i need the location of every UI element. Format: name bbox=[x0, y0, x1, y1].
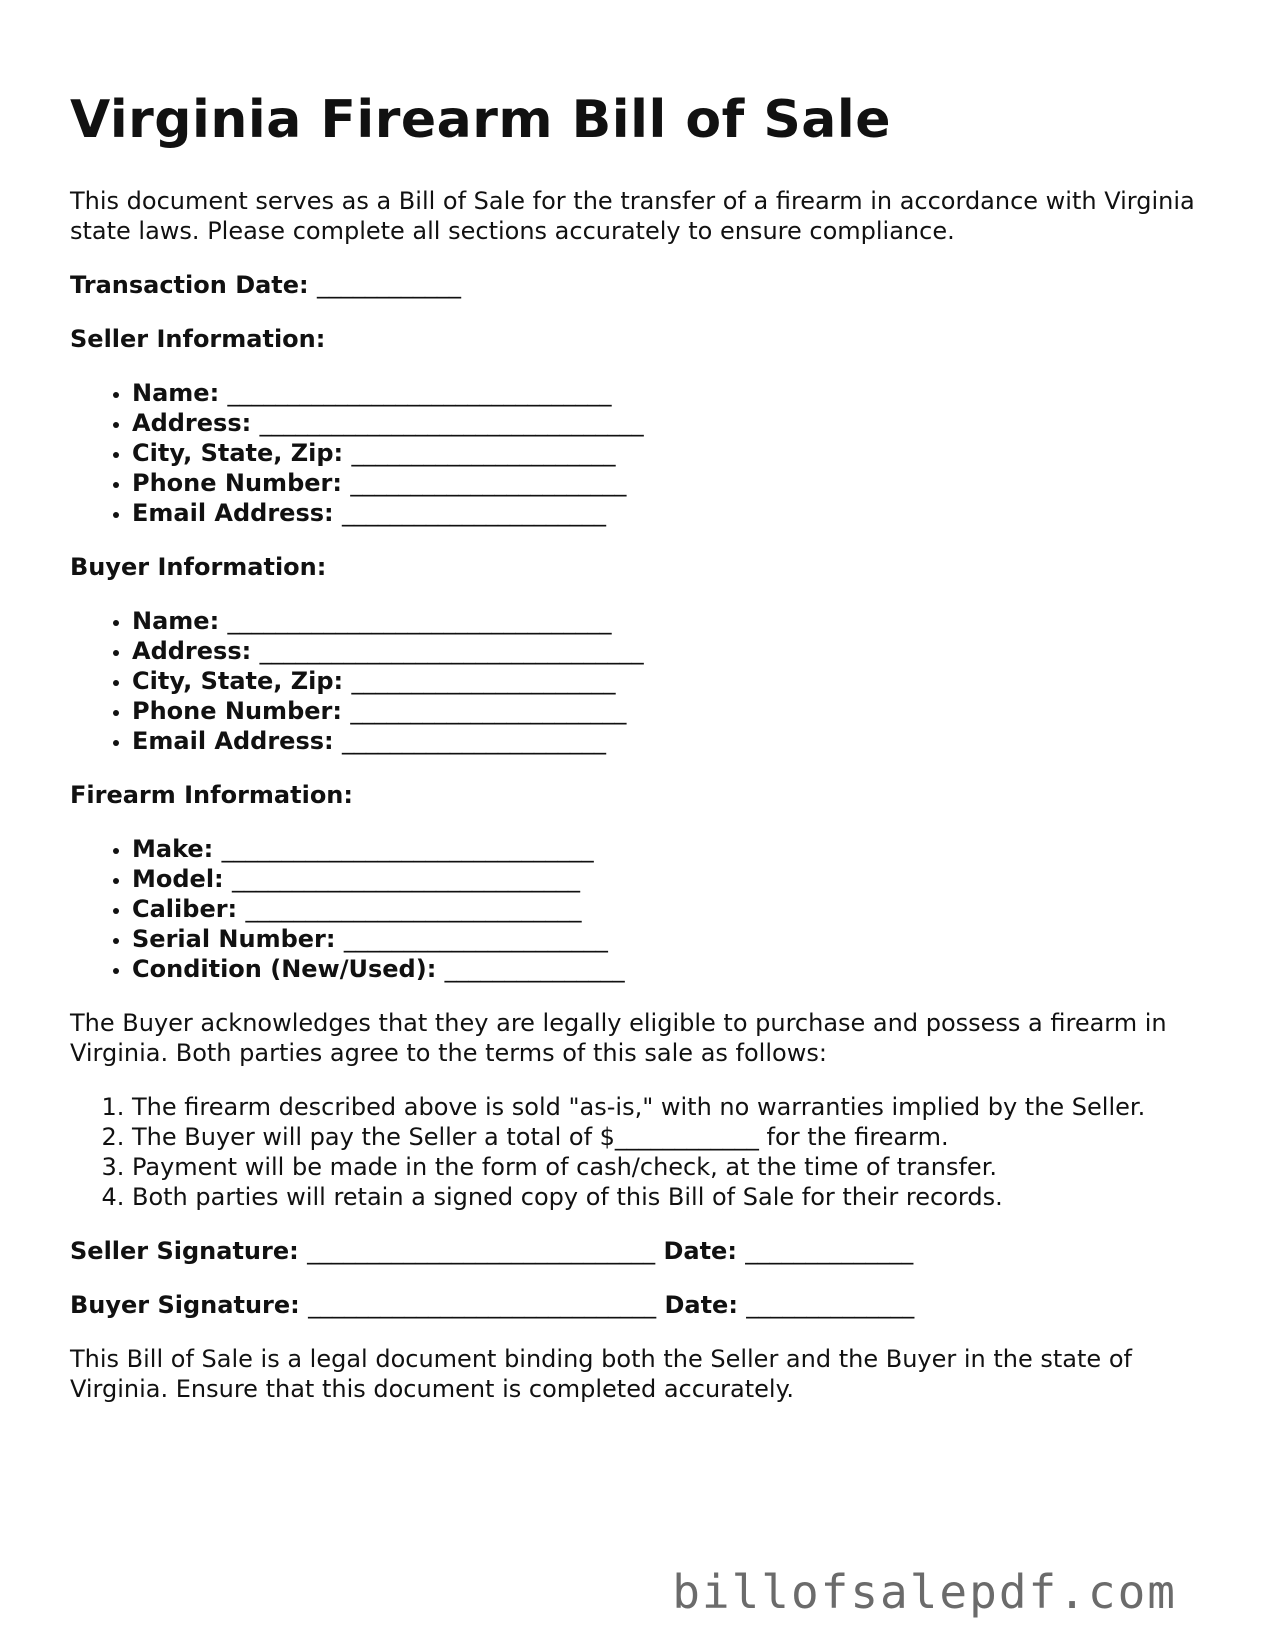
seller-city-field bbox=[132, 438, 1230, 468]
firearm-make-field bbox=[132, 834, 1230, 864]
term-item: 3. Payment will be made in the form of cash/check, at the time of transfer. bbox=[132, 1152, 1230, 1182]
field-label: Address: bbox=[132, 409, 252, 437]
field-label: Serial Number: bbox=[132, 925, 336, 953]
field-blank[interactable]: _______________________________ bbox=[221, 835, 594, 863]
seller-heading: Seller Information: bbox=[70, 325, 326, 353]
field-label: Email Address: bbox=[132, 499, 334, 527]
intro-paragraph: This document serves as a Bill of Sale for the transfer of a firearm in accordance with Virginia state laws. Please complete all sections accurately to ensure compliance. bbox=[70, 187, 1195, 245]
seller-signature-blank[interactable]: _____________________________ bbox=[307, 1237, 656, 1265]
buyer-email-field bbox=[132, 726, 1230, 756]
seller-address-field bbox=[132, 408, 1230, 438]
firearm-model-field bbox=[132, 864, 1230, 894]
term-item: 4. Both parties will retain a signed copy of this Bill of Sale for their records. bbox=[132, 1182, 1230, 1212]
field-blank[interactable]: ________________________________ bbox=[227, 379, 612, 407]
buyer-signature-row bbox=[70, 1290, 1230, 1320]
firearm-heading: Firearm Information: bbox=[70, 781, 353, 809]
seller-date-label: Date: bbox=[663, 1237, 737, 1265]
watermark: billofsalepdf.com bbox=[672, 1565, 1177, 1619]
buyer-address-field bbox=[132, 636, 1230, 666]
buyer-city-field bbox=[132, 666, 1230, 696]
field-blank[interactable]: ______________________ bbox=[341, 727, 606, 755]
seller-phone-field bbox=[132, 468, 1230, 498]
buyer-heading: Buyer Information: bbox=[70, 553, 327, 581]
buyer-phone-field bbox=[132, 696, 1230, 726]
field-label: Address: bbox=[132, 637, 252, 665]
field-blank[interactable]: ______________________ bbox=[343, 925, 608, 953]
field-blank[interactable]: _______________________ bbox=[350, 469, 627, 497]
field-label: Caliber: bbox=[132, 895, 238, 923]
field-label: Make: bbox=[132, 835, 214, 863]
seller-signature-row bbox=[70, 1236, 1230, 1266]
seller-name-field bbox=[132, 378, 1230, 408]
field-blank[interactable]: ______________________ bbox=[341, 499, 606, 527]
field-blank[interactable]: ______________________ bbox=[351, 667, 616, 695]
document-page bbox=[70, 86, 1230, 1404]
seller-email-field bbox=[132, 498, 1230, 528]
buyer-fields bbox=[70, 606, 1230, 756]
field-blank[interactable]: _______________________ bbox=[350, 697, 627, 725]
transaction-date-label: Transaction Date: bbox=[70, 271, 309, 299]
acknowledgment-paragraph: The Buyer acknowledges that they are legally eligible to purchase and possess a firearm in Virginia. Both parties agree to the terms of this sale as follows: bbox=[70, 1009, 1167, 1067]
terms-list bbox=[70, 1092, 1230, 1212]
term-item: 2. The Buyer will pay the Seller a total of $____________ for the firearm. bbox=[132, 1122, 1230, 1152]
firearm-serial-field bbox=[132, 924, 1230, 954]
buyer-signature-blank[interactable]: _____________________________ bbox=[308, 1291, 657, 1319]
seller-signature-label: Seller Signature: bbox=[70, 1237, 299, 1265]
firearm-condition-field bbox=[132, 954, 1230, 984]
field-label: Name: bbox=[132, 379, 220, 407]
field-blank[interactable]: _____________________________ bbox=[232, 865, 581, 893]
field-label: Model: bbox=[132, 865, 224, 893]
field-blank[interactable]: _______________ bbox=[444, 955, 625, 983]
field-label: Condition (New/Used): bbox=[132, 955, 437, 983]
seller-fields bbox=[70, 378, 1230, 528]
buyer-name-field bbox=[132, 606, 1230, 636]
field-label: Name: bbox=[132, 607, 220, 635]
firearm-caliber-field bbox=[132, 894, 1230, 924]
buyer-date-blank[interactable]: ______________ bbox=[746, 1291, 915, 1319]
transaction-date-field bbox=[70, 270, 1230, 300]
field-label: Phone Number: bbox=[132, 469, 342, 497]
field-label: Phone Number: bbox=[132, 697, 342, 725]
term-item: 1. The firearm described above is sold "as-is," with no warranties implied by the Seller. bbox=[132, 1092, 1230, 1122]
field-blank[interactable]: ____________________________ bbox=[245, 895, 582, 923]
firearm-fields bbox=[70, 834, 1230, 984]
closing-paragraph: This Bill of Sale is a legal document binding both the Seller and the Buyer in the state of Virginia. Ensure that this document is completed accurately. bbox=[70, 1345, 1132, 1403]
field-blank[interactable]: ______________________ bbox=[351, 439, 616, 467]
field-blank[interactable]: ________________________________ bbox=[227, 607, 612, 635]
field-label: Email Address: bbox=[132, 727, 334, 755]
document-title: Virginia Firearm Bill of Sale bbox=[70, 90, 891, 150]
field-label: City, State, Zip: bbox=[132, 439, 344, 467]
field-blank[interactable]: ________________________________ bbox=[259, 637, 644, 665]
field-blank[interactable]: ________________________________ bbox=[259, 409, 644, 437]
transaction-date-blank[interactable]: ____________ bbox=[317, 271, 462, 299]
buyer-signature-label: Buyer Signature: bbox=[70, 1291, 300, 1319]
field-label: City, State, Zip: bbox=[132, 667, 344, 695]
buyer-date-label: Date: bbox=[664, 1291, 738, 1319]
seller-date-blank[interactable]: ______________ bbox=[745, 1237, 914, 1265]
